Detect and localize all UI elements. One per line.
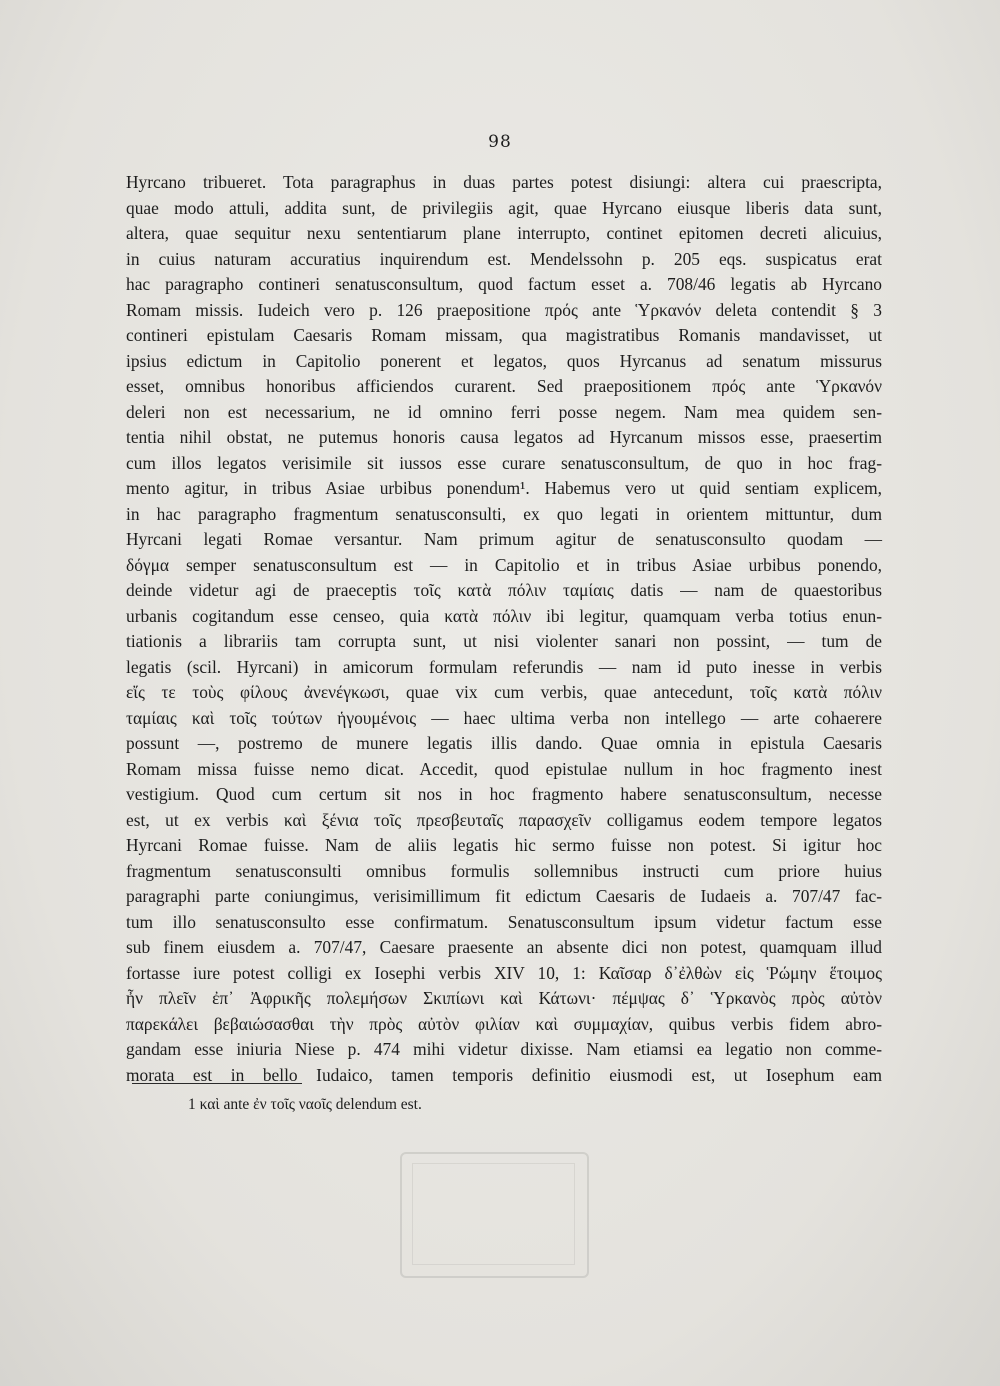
text-line: fragmentum senatusconsulti omnibus formulis sollemnibus instructi cum priore huius: [126, 860, 882, 881]
text-line: possunt —, postremo de munere legatis illis dando. Quae omnia in epistula Caesaris: [126, 733, 882, 753]
text-line: Romam missis. Iudeich vero p. 126 praepositione πρός ante Ὑρκανόν deleta contendit § 3: [126, 299, 882, 320]
text-line: contineri epistulam Caesaris Romam missam, qua magistratibus Romanis mandavisset, ut: [126, 325, 882, 345]
text-line: quae modo attuli, addita sunt, de privilegiis agit, quae Hyrcano eiusque liberis data sunt,: [126, 197, 882, 218]
text-line: altera, quae sequitur nexu sententiarum plane interrupto, continet epitomen decreti alicuius,: [126, 223, 882, 243]
text-line: paragraphi parte coniungimus, verisimillimum fit edictum Caesaris de Iudaeis a. 707/47 fac-: [126, 886, 882, 906]
text-line: deinde videtur agi de praeceptis τοῖς κατὰ πόλιν ταμίαις datis — nam de quaestoribus: [126, 580, 882, 600]
text-line: cum illos legatos verisimile sit iussos esse curare senatusconsultum, de quo in hoc frag-: [126, 452, 882, 473]
text-line: ipsius edictum in Capitolio ponerent et legatos, quos Hyrcanus ad senatum missurus: [126, 350, 882, 371]
text-line: urbanis cogitandum esse censeo, quia κατὰ πόλιν ibi legitur, quamquam verba totius enun-: [126, 605, 882, 626]
text-line: vestigium. Quod cum certum sit nos in hoc fragmento habere senatusconsultum, necesse: [126, 784, 882, 804]
text-line: ταμίαις καὶ τοῖς τούτων ἡγουμένοις — haec ultima verba non intellego — arte cohaerere: [126, 707, 882, 728]
library-stamp-inner-border: [412, 1163, 575, 1265]
text-line: in hac paragrapho fragmentum senatusconsulti, ex quo legati in orientem mittuntur, dum: [126, 503, 882, 524]
text-line: hac paragrapho contineri senatusconsultum, quod factum esset a. 708/46 legatis ab Hyrcano: [126, 274, 882, 294]
text-line: sub finem eiusdem a. 707/47, Caesare praesente an absente dici non potest, quamquam illud: [126, 937, 882, 957]
text-line: gandam esse iniuria Niese p. 474 mihi videtur dixisse. Nam etiamsi ea legatio non comme-: [126, 1039, 882, 1059]
text-line: est, ut ex verbis καὶ ξένια τοῖς πρεσβευταῖς παρασχεῖν colligamus eodem tempore legatos: [126, 809, 882, 830]
text-line: Hyrcani Romae fuisse. Nam de aliis legatis hic sermo fuisse non potest. Si igitur hoc: [126, 835, 882, 855]
text-line: morata est in bello Iudaico, tamen temporis definitio eiusmodi est, ut Iosephum eam: [126, 1064, 882, 1085]
text-line: δόγμα semper senatusconsultum est — in Capitolio et in tribus Asiae urbibus ponendo,: [126, 554, 882, 575]
text-line: deleri non est necessarium, ne id omnino ferri posse negem. Nam mea quidem sen-: [126, 401, 882, 422]
text-line: fortasse iure potest colligi ex Iosephi verbis XIV 10, 1: Καῖσαρ δ᾽ἐλθὼν εἰς Ῥώμην ἕτοιμος: [126, 962, 882, 983]
page-number: 98: [488, 132, 512, 152]
text-line: tum illo senatusconsulto esse confirmatum. Senatusconsultum ipsum videtur factum esse: [126, 911, 882, 932]
text-line: in cuius naturam accuratius inquirendum est. Mendelssohn p. 205 eqs. suspicatus erat: [126, 248, 882, 269]
text-line: mento agitur, in tribus Asiae urbibus ponendum¹. Habemus vero ut quid sentiam explicem,: [126, 478, 882, 498]
text-line: tentia nihil obstat, ne putemus honoris causa legatos ad Hyrcanum missos esse, praesertim: [126, 427, 882, 447]
text-line: esset, omnibus honoribus afficiendos curarent. Sed praepositionem πρός ante Ὑρκανόν: [126, 376, 882, 396]
text-line: Hyrcano tribueret. Tota paragraphus in duas partes potest disiungi: altera cui praescripta,: [126, 172, 882, 192]
text-line: tiationis a librariis tam corrupta sunt, ut nisi violenter sanari non possint, — tum de: [126, 631, 882, 651]
text-line: παρεκάλει βεβαιώσασθαι τὴν πρὸς αὐτὸν φιλίαν καὶ συμμαχίαν, quibus verbis fidem abro-: [126, 1013, 882, 1034]
text-line: Hyrcani legati Romae versantur. Nam primum agitur de senatusconsulto quodam —: [126, 529, 882, 549]
text-line: Romam missa fuisse nemo dicat. Accedit, quod epistulae nullum in hoc fragmento inest: [126, 758, 882, 779]
body-text: [126, 170, 882, 1088]
footnote: 1 καὶ ante ἐν τοῖς ναοῖς delendum est.: [188, 1096, 422, 1113]
text-line: εἴς τε τοὺς φίλους ἀνενέγκωσι, quae vix cum verbis, quae antecedunt, τοῖς κατὰ πόλιν: [126, 682, 882, 702]
footnote-divider: [132, 1083, 302, 1084]
text-line: legatis (scil. Hyrcani) in amicorum formulam referundis — nam id puto inesse in verbis: [126, 656, 882, 677]
text-line: ἦν πλεῖν ἐπ᾽ Ἀφρικῆς πολεμήσων Σκιπίωνι καὶ Κάτωνι· πέμψας δ᾽ Ὑρκανὸς πρὸς αὐτὸν: [126, 988, 882, 1008]
